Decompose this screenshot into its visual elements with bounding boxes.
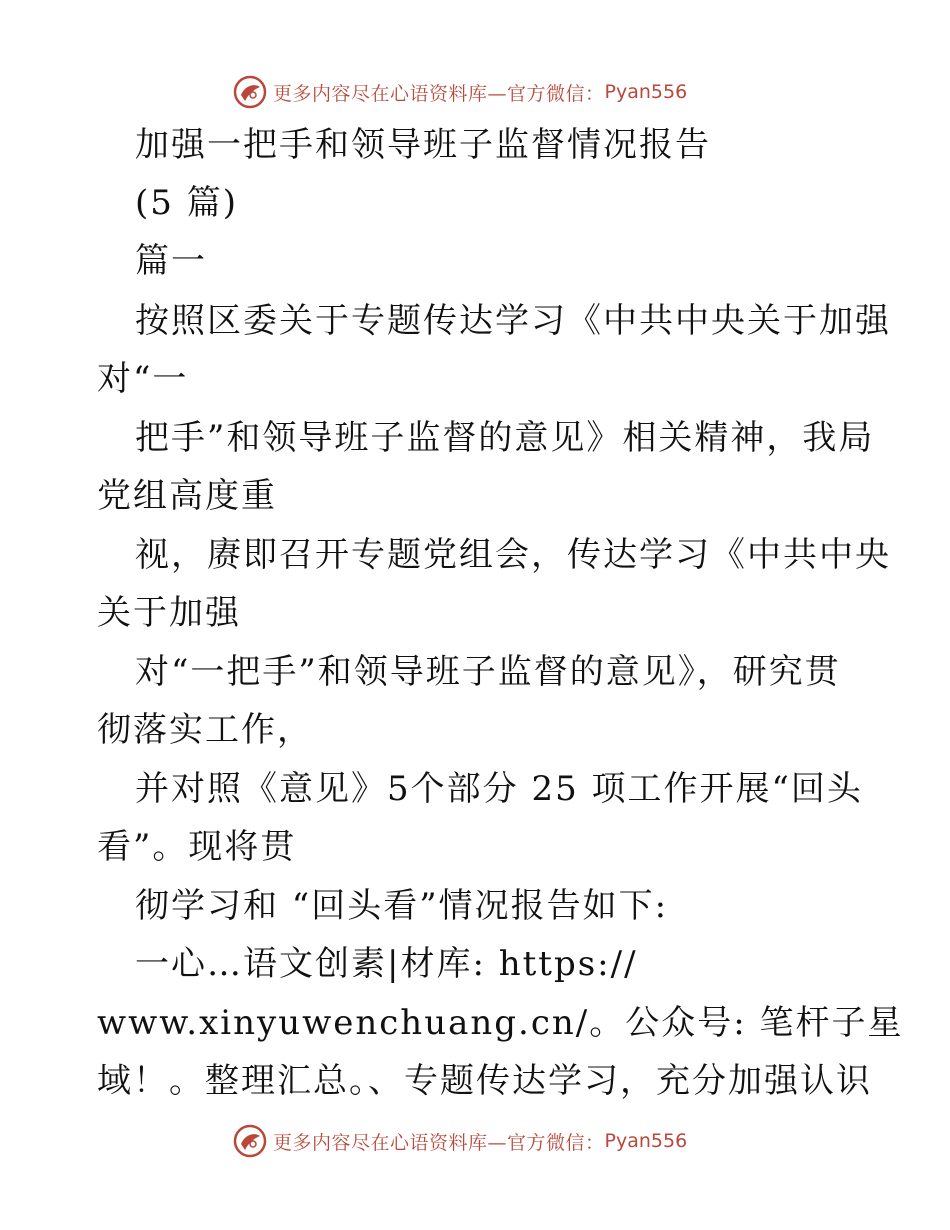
watermark-text: 更多内容尽在心语资料库—官方微信： [273, 1131, 605, 1154]
text-line: 对“一 [97, 359, 189, 399]
text-line: 一心…语文创素|材库: https:// [135, 944, 638, 984]
text-line: 把手”和领导班子监督的意见》相关精神，我局 [135, 418, 875, 458]
text-line: 彻落实工作， [97, 710, 313, 750]
text-line: 看”。现将贯 [97, 827, 297, 867]
document-subtitle: (5 篇) [135, 183, 238, 223]
watermark-footer [233, 1121, 713, 1161]
text-line: 党组高度重 [97, 476, 277, 516]
watermark-wechat-id: Pyan556 [604, 81, 688, 103]
section-heading: 篇一 [135, 241, 207, 281]
document-title: 加强一把手和领导班子监督情况报告 [135, 125, 711, 165]
text-line: 对“一把手”和领导班子监督的意见》，研究贯 [135, 652, 841, 692]
text-line: 按照区委关于专题传达学习《中共中央关于加强 [135, 301, 891, 341]
text-line: www.xinyuwenchuang.cn/。公众号: 笔杆子星 [97, 1003, 904, 1043]
text-line: 域！。整理汇总。、专题传达学习，充分加强认识 [97, 1061, 872, 1101]
text-line: 并对照《意见》5个部分 25 项工作开展“回头 [135, 769, 863, 809]
text-line: 关于加强 [97, 593, 241, 633]
watermark-wechat-id: Pyan556 [604, 1130, 688, 1152]
text-line: 视，赓即召开专题党组会，传达学习《中共中央 [135, 535, 891, 575]
seal-logo-icon [233, 1124, 267, 1158]
text-line: 彻学习和 “回头看”情况报告如下: [135, 886, 669, 926]
watermark-text: 更多内容尽在心语资料库—官方微信： [273, 82, 605, 105]
